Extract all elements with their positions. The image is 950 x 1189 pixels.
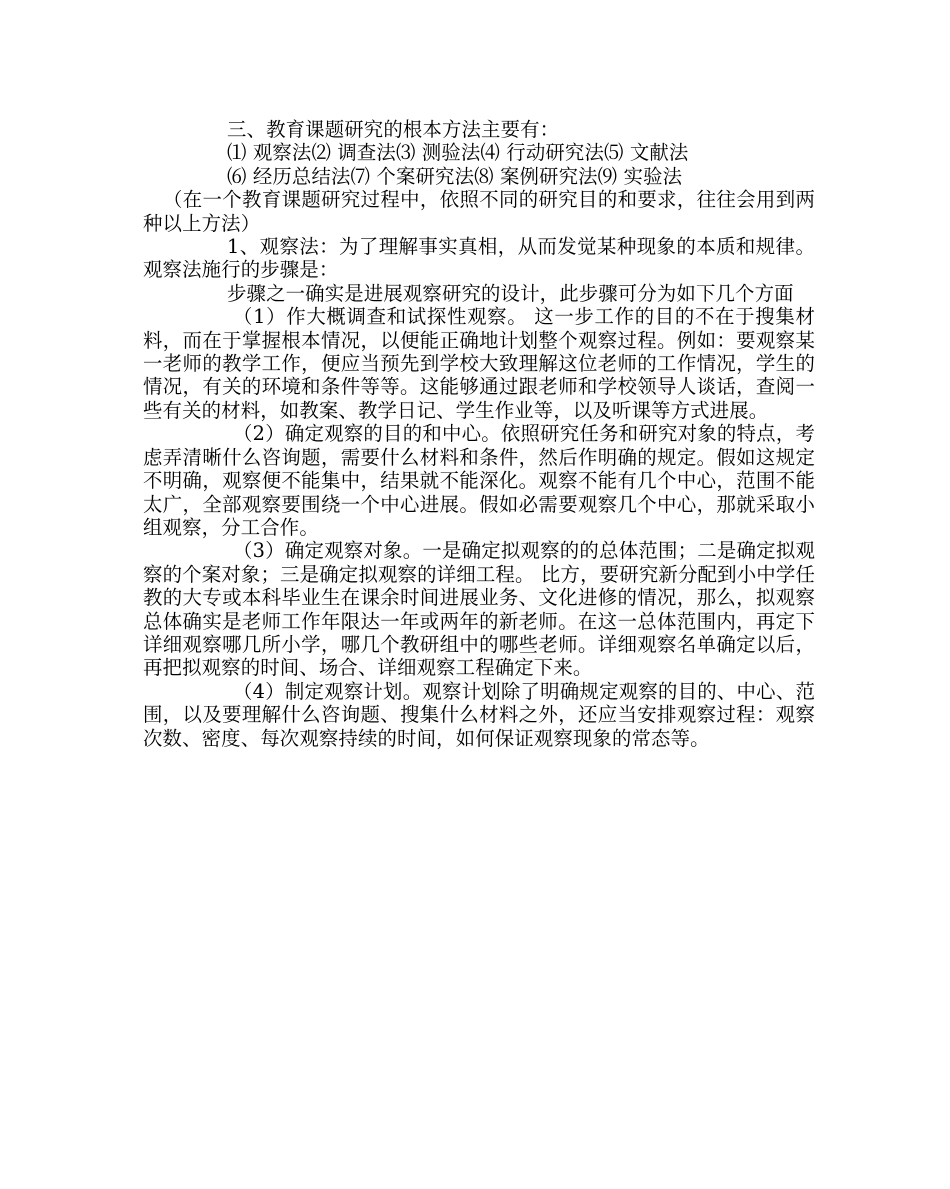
step-one-intro: 步骤之一确实是进展观察研究的设计，此步骤可分为如下几个方面	[227, 281, 794, 305]
observation-intro: 1、观察法：为了理解事实真相，从而发觉某种现象的本质和规律。观察法施行的步骤是：	[143, 235, 815, 282]
method-list-line-2: ⑹ 经历总结法⑺ 个案研究法⑻ 案例研究法⑼ 实验法	[227, 164, 683, 188]
step-item-1: （1）作大概调查和试探性观察。 这一步工作的目的不在于搜集材料，而在于掌握根本情况，以便能正确地计划整个观察过程。例如：要观察某一老师的教学工作，便应当预先到学校大致理解这位老师的工作情况，学生的情况，有关的环境和条件等等。这能够通过跟老师和学校领导人谈话，查阅一些有关的材料，如教案、教学日记、学生作业等，以及听课等方式进展。	[143, 305, 815, 422]
section-heading: 三、教育课题研究的根本方法主要有：	[227, 118, 560, 141]
step-item-4: （4）制定观察计划。观察计划除了明确规定观察的目的、中心、范围，以及要理解什么咨询题、搜集什么材料之外，还应当安排观察过程：观察次数、密度、每次观察持续的时间，如何保证观察现象的常态等。	[143, 679, 815, 750]
step-item-3: （3）确定观察对象。一是确定拟观察的的总体范围；二是确定拟观察的个案对象；三是确定拟观察的详细工程。 比方，要研究新分配到小中学任教的大专或本科毕业生在课余时间进展业务、文化进修的情况，那么，拟观察总体确实是老师工作年限达一年或两年的新老师。在这一总体范围内，再定下详细观察哪几所小学，哪几个教研组中的哪些老师。详细观察名单确定以后，再把拟观察的时间、场合、详细观察工程确定下来。	[143, 539, 815, 680]
method-note: （在一个教育课题研究过程中，依照不同的研究目的和要求，往往会用到两种以上方法）	[143, 188, 815, 235]
step-item-2: （2）确定观察的目的和中心。依照研究任务和研究对象的特点，考虑弄清晰什么咨询题，需要什么材料和条件，然后作明确的规定。假如这规定不明确，观察便不能集中，结果就不能深化。观察不能有几个中心，范围不能太广，全部观察要围绕一个中心进展。假如必需要观察几个中心，那就采取小组观察，分工合作。	[143, 422, 815, 539]
method-list-line-1: ⑴ 观察法⑵ 调查法⑶ 测验法⑷ 行动研究法⑸ 文献法	[227, 141, 689, 165]
document-body	[143, 118, 815, 750]
